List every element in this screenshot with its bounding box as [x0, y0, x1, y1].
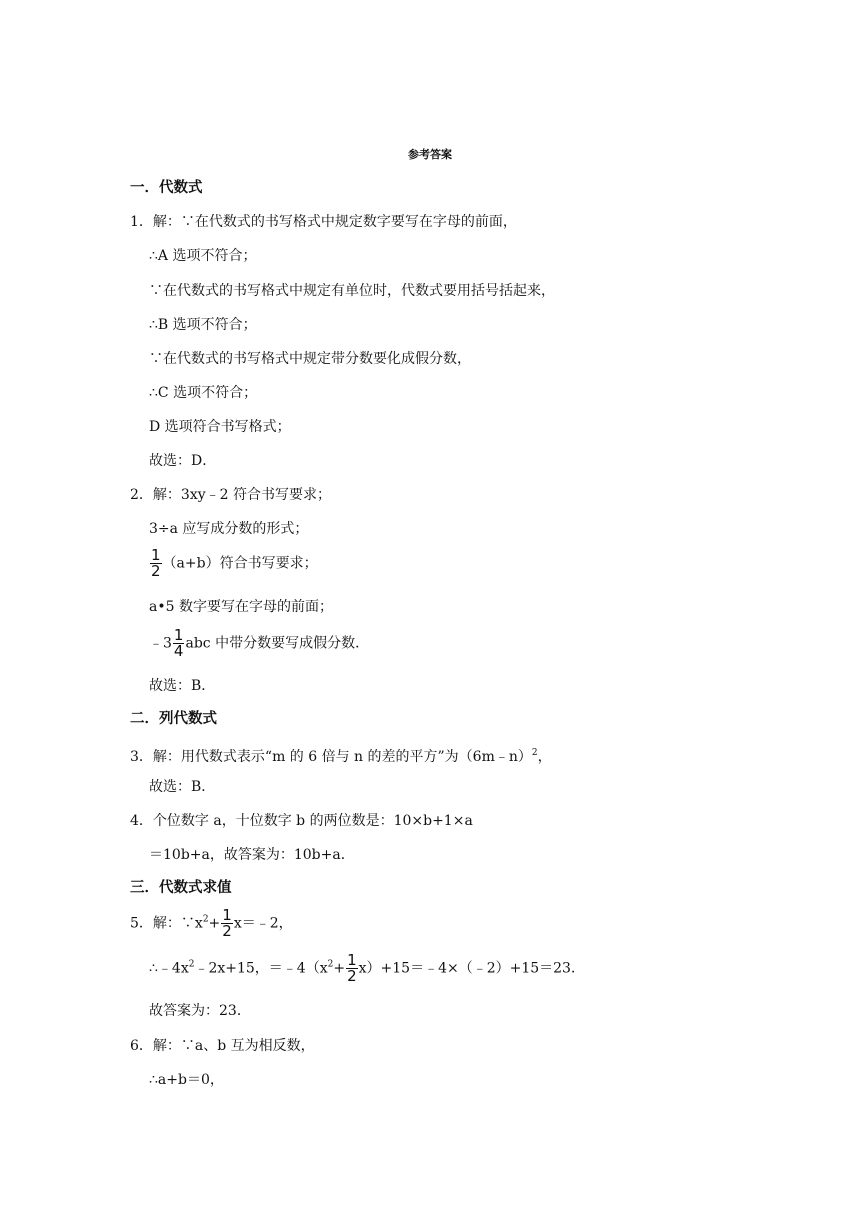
- answer-6-line-1: 6．解：∵a、b 互为相反数，: [130, 1038, 315, 1054]
- section-heading-evaluating-expressions: 三．代数式求值: [130, 879, 232, 896]
- answer-3-choice: 故选：B．: [149, 779, 216, 795]
- answer-3-line-1: 3．解：用代数式表示“m 的 6 倍与 n 的差的平方”为（6m﹣n）$^2$，: [130, 748, 552, 765]
- answer-1-line-6: ∴C 选项不符合；: [149, 385, 258, 401]
- answer-1-line-5: ∵在代数式的书写格式中规定带分数要化成假分数，: [149, 351, 471, 367]
- fraction-one-half: $\frac{1}{2}$: [151, 546, 161, 580]
- answer-2-line-3: $\frac{1}{2}$ （a+b）符合书写要求；: [151, 546, 318, 580]
- answer-4-line-2: ＝10b+a，故答案为：10b+a．: [149, 847, 355, 863]
- answer-1-line-3: ∵在代数式的书写格式中规定有单位时，代数式要用括号括起来，: [149, 283, 555, 299]
- fraction-one-half: $\frac{1}{2}$: [222, 906, 232, 940]
- section-heading-writing-expressions: 二．列代数式: [130, 710, 217, 727]
- section-heading-algebraic-expression: 一．代数式: [130, 179, 203, 196]
- answer-1-line-2: ∴A 选项不符合；: [149, 248, 257, 264]
- answer-2-line-4: a•5 数字要写在字母的前面；: [149, 599, 333, 615]
- page-title: 参考答案: [408, 148, 452, 161]
- answer-5-line-1: 5．解：$\because x^2+$ $\frac{1}{2}$ x＝﹣2，: [130, 906, 293, 940]
- answer-1-line-1: 1．解：∵在代数式的书写格式中规定数字要写在字母的前面，: [130, 214, 517, 230]
- answer-2-line-1: 2．解：3xy﹣2 符合书写要求；: [130, 487, 331, 503]
- answer-6-line-2: ∴a+b＝0，: [149, 1072, 224, 1088]
- answer-5-result: 故答案为：23．: [149, 1003, 251, 1019]
- answer-1-line-4: ∴B 选项不符合；: [149, 317, 257, 333]
- answer-1-choice: 故选：D．: [149, 453, 217, 469]
- answer-5-line-2: $\therefore﹣4x^2﹣2x+15$，$=﹣4(x^2+$ $\frac{1}{2}$ x）+15＝﹣4×（﹣2）+15＝23．: [149, 951, 585, 985]
- answer-2-choice: 故选：B．: [149, 678, 216, 694]
- answer-4-line-1: 4．个位数字 a，十位数字 b 的两位数是：10×b+1×a: [130, 813, 473, 829]
- answer-2-line-2: 3÷a 应写成分数的形式；: [149, 521, 309, 537]
- answer-2-line-5: ﹣3 $\frac{1}{4}$ abc 中带分数要写成假分数．: [149, 626, 370, 660]
- fraction-one-quarter: $\frac{1}{4}$: [173, 626, 184, 660]
- fraction-one-half: $\frac{1}{2}$: [347, 951, 357, 985]
- answer-1-line-7: D 选项符合书写格式；: [149, 419, 291, 435]
